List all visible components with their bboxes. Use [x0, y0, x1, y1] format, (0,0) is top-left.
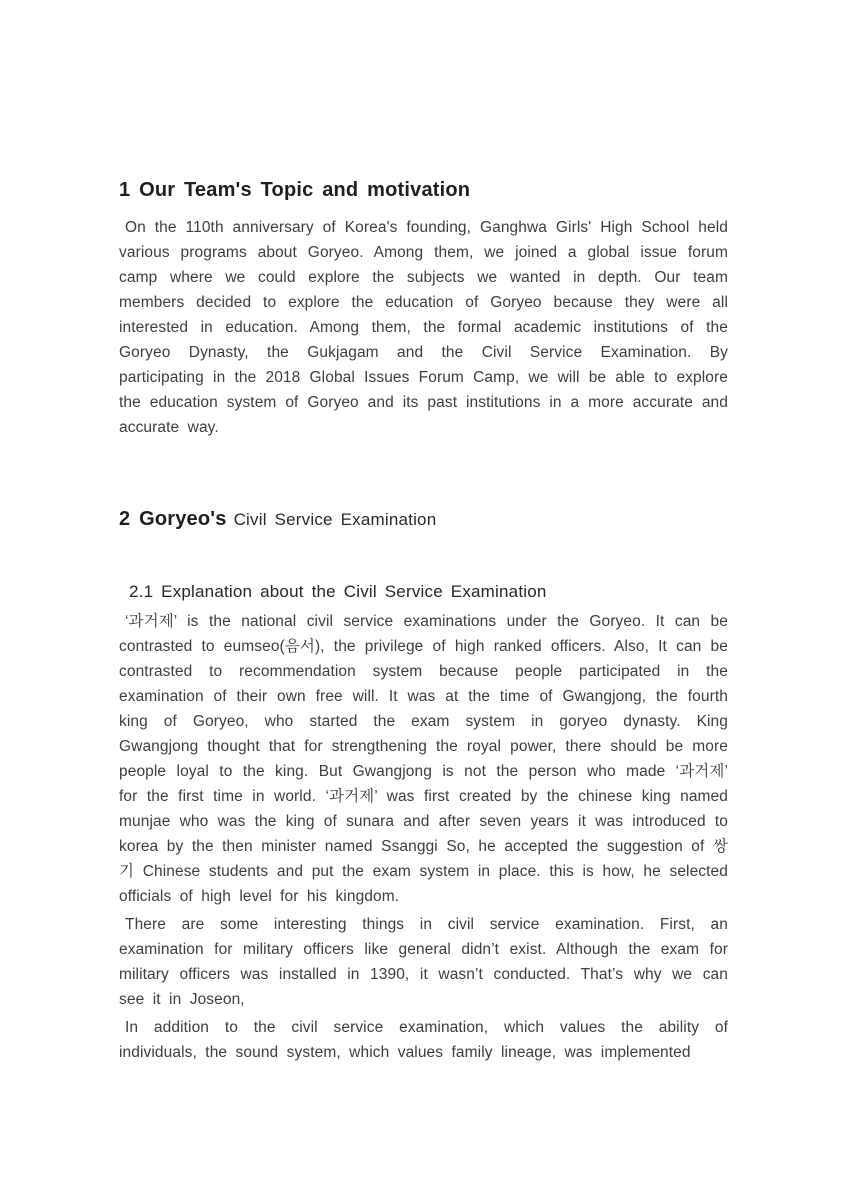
subsection-2-1-paragraph-3: In addition to the civil service examination, which values the ability of individuals, the sound system, which values family lineage, was implemented: [119, 1019, 728, 1061]
section-1-paragraph: On the 110th anniversary of Korea's founding, Ganghwa Girls' High School held various programs about Goryeo. Among them, we joined a global issue forum camp where we could explore the subjects we wanted in depth. Our team members decided to explore the education of Goryeo because they were all interested in education. Among them, the formal academic institutions of the Goryeo Dynasty, the Gukjagam and the Civil Service Examination. By participating in the 2018 Global Issues Forum Camp, we will be able to explore the education system of Goryeo and its past institutions in a more accurate and accurate way.: [119, 219, 728, 436]
subsection-2-1-heading: 2.1 Explanation about the Civil Service Examination: [129, 582, 547, 601]
subsection-2-1-paragraph-1: ‘과거제’ is the national civil service examinations under the Goryeo. It can be contrasted to eumseo(음서), the privilege of high ranked officers. Also, It can be contrasted to recommendation system because people participated in the examination of their own free will. It was at the time of Gwangjong, the fourth king of Goryeo, who started the exam system in goryeo dynasty. King Gwangjong thought that for strengthening the royal power, there should be more people loyal to the king. But Gwangjong is not the person who made ‘과거제’ for the first time in world. ‘과거제’ was first created by the chinese king named munjae who was the king of sunara and after seven years it was introduced to korea by the then minister named Ssanggi So, he accepted the suggestion of 쌍기 Chinese students and put the exam system in place. this is how, he selected officials of high level for his kingdom.: [119, 613, 728, 905]
page-content: [119, 178, 728, 1068]
section-1-heading: 1 Our Team's Topic and motivation: [119, 179, 471, 201]
section-2-heading: [119, 506, 728, 533]
subsection-2-1-paragraph-2: There are some interesting things in civil service examination. First, an examination for military officers like general didn’t exist. Although the exam for military officers was installed in 1390, it wasn’t conducted. That’s why we can see it in Joseon,: [119, 916, 728, 1008]
section-2-heading-lead: 2 Goryeo's: [119, 508, 227, 530]
section-2-heading-rest: Civil Service Examination: [233, 510, 437, 529]
